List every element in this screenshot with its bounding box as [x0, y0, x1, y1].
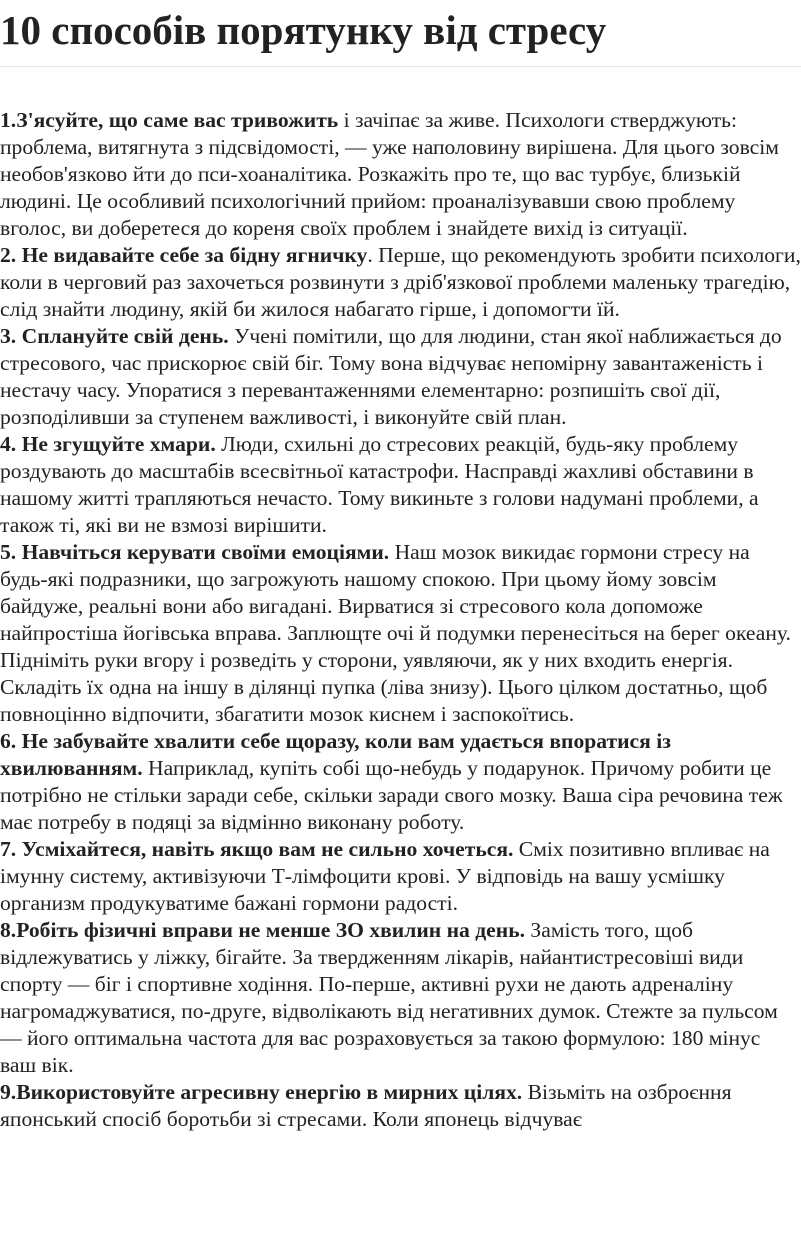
- tip-text: Сміх позитивно впливає на імунну систему, активізуючи Т-лімфоцити крові. У відповідь на вашу усмішку организм продукуватиме бажані гормони радості.: [0, 837, 770, 915]
- tip-heading: 6. Не забувайте хвалити себе щоразу, коли вам удається впоратися із хвилюванням.: [0, 729, 671, 780]
- tip-heading: 2. Не видавайте себе за бідну ягничку: [0, 243, 368, 267]
- tip-3: [0, 323, 801, 431]
- tip-heading: 1.З'ясуйте, що саме вас тривожить: [0, 108, 339, 132]
- tip-2: [0, 242, 801, 323]
- tip-6: [0, 728, 801, 836]
- tip-text: Учені помітили, що для людини, стан якої наближається до стресового, час прискорює свій біг. Тому вона відчуває непомірну завантаженість і нестачу часу. Упоратися з перевантаженнями елементарно: розпишіть свої дії, розподіливши за ступенем важливості, і виконуйте свій план.: [0, 324, 782, 429]
- article-body: [0, 107, 801, 1133]
- tip-text: Візьміть на озброєння японський спосіб боротьби зі стресами. Коли японець відчуває: [0, 1080, 732, 1131]
- tip-heading: 9.Використовуйте агресивну енергію в мирних цілях.: [0, 1080, 523, 1104]
- tip-8: [0, 917, 801, 1079]
- tip-text: і зачіпає за живе. Психологи стверджують: проблема, витягнута з підсвідомості, — уже наполовину вирішена. Для цього зовсім необов'язково йти до пси-хоаналітика. Розкажіть про те, що вас турбує, близькій людині. Це особливий психологічний прийом: проаналізувавши свою проблему вголос, ви доберетеся до кореня своїх проблем і знайдете вихід із ситуації.: [0, 108, 779, 240]
- tip-text: Замість того, щоб відлежуватись у ліжку, бігайте. За твердженням лікарів, найантистресовіші види спорту — біг і спортивне ходіння. По-перше, активні рухи не дають адреналіну нагромаджуватися, по-друге, відволікають від негативних думок. Стежте за пульсом — його оптимальна частота для вас розраховується за такою формулою: 180 мінус ваш вік.: [0, 918, 778, 1077]
- tip-heading: 8.Робіть фізичні вправи не менше ЗО хвилин на день.: [0, 918, 526, 942]
- tip-heading: 3. Сплануйте свій день.: [0, 324, 229, 348]
- tip-4: [0, 431, 801, 539]
- tip-7: [0, 836, 801, 917]
- tip-text: Люди, схильні до стресових реакцій, будь-яку проблему роздувають до масштабів всесвітньої катастрофи. Насправді жахливі обставини в нашому житті трапляються нечасто. Тому викиньте з голови надумані проблеми, а також ті, які ви не взмозі вирішити.: [0, 432, 759, 537]
- tip-heading: 4. Не згущуйте хмари.: [0, 432, 216, 456]
- tip-text: Наприклад, купіть собі що-небудь у подарунок. Причому робити це потрібно не стільки заради себе, скільки заради свого мозку. Ваша сіра речовина теж має потребу в подяці за відмінно виконану роботу.: [0, 756, 783, 834]
- title-divider: [0, 66, 801, 67]
- page-title: 10 способів порятунку від стресу: [0, 7, 607, 53]
- tip-text: Наш мозок викидає гормони стресу на будь-які подразники, що загрожують нашому спокою. При цьому йому зовсім байдуже, реальні вони або вигадані. Вирватися зі стресового кола допоможе найпростіша йогівська вправа. Заплющте очі й подумки перенесіться на берег океану. Підніміть руки вгору і розведіть у сторони, уявляючи, як у них входить енергія. Складіть їх одна на іншу в ділянці пупка (ліва знизу). Цього цілком достатньо, щоб повноцінно відпочити, збагатити мозок киснем і заспокоїтись.: [0, 540, 791, 726]
- tip-9: [0, 1079, 801, 1133]
- tip-5: [0, 539, 801, 728]
- tip-heading: 5. Навчіться керувати своїми емоціями.: [0, 540, 390, 564]
- tip-1: [0, 107, 801, 242]
- tip-heading: 7. Усміхайтеся, навіть якщо вам не сильно хочеться.: [0, 837, 514, 861]
- tip-text: . Перше, що рекомендують зробити психологи, коли в черговий раз захочеться розвинути з дріб'язкової проблеми маленьку трагедію, слід знайти людину, якій би жилося набагато гірше, і допомогти їй.: [0, 243, 801, 321]
